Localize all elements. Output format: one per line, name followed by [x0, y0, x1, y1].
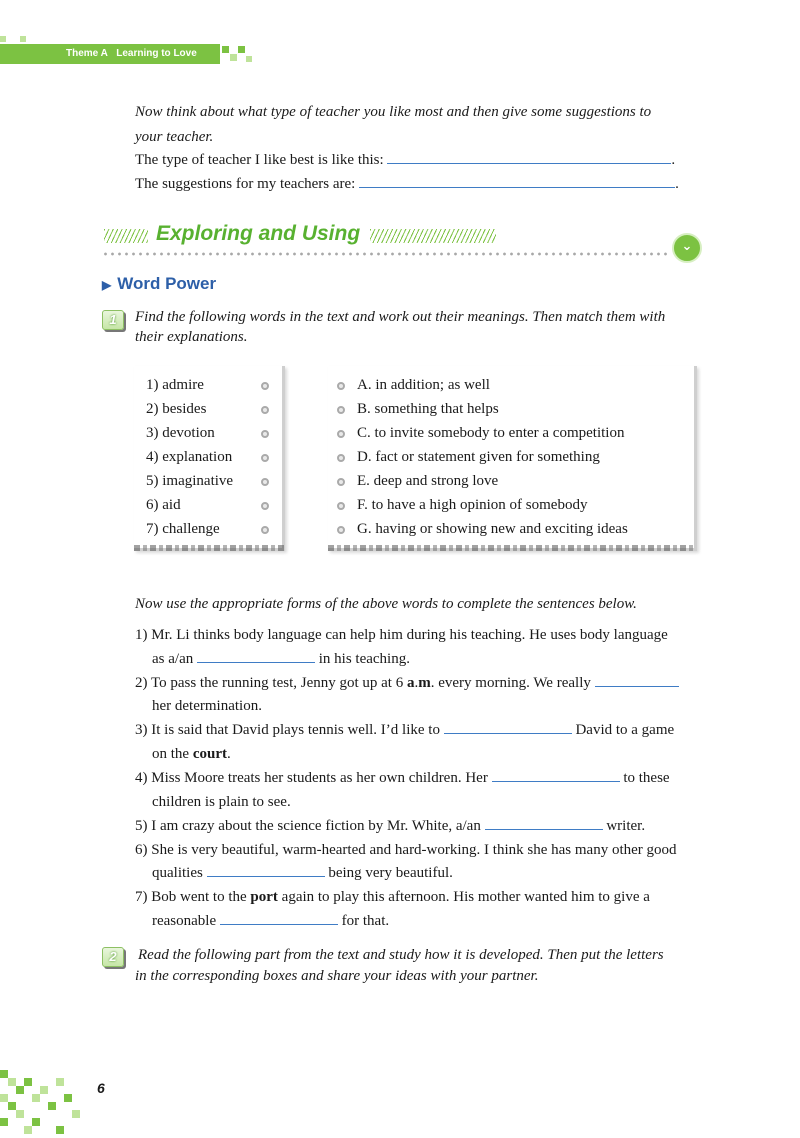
- bold-term: court: [192, 746, 227, 762]
- word-connector-dot[interactable]: [261, 478, 269, 486]
- sentence-2-line1: [135, 675, 679, 692]
- intro-instruction-line2: your teacher.: [135, 129, 214, 145]
- sentence-text: being very beautiful.: [328, 865, 453, 881]
- sentence-text: as a/an: [152, 651, 194, 667]
- words-card-torn-edge: [134, 545, 284, 551]
- meaning-connector-dot[interactable]: [337, 478, 345, 486]
- word-item: 4) explanation: [146, 449, 233, 465]
- word-item: 1) admire: [146, 377, 204, 393]
- meanings-card-torn-edge: [328, 545, 696, 551]
- sentence-text: qualities: [152, 865, 203, 881]
- sentence-text: 5) I am crazy about the science fiction by Mr. White, a/an: [135, 818, 481, 834]
- teacher-type-line: The type of teacher I like best is like this: .: [135, 152, 676, 168]
- sentence-text: David to a game: [575, 722, 675, 738]
- sentence-text: .: [414, 675, 419, 691]
- theme-title: Learning to Love: [116, 48, 197, 59]
- sentence-text: 3) It is said that David plays tennis well. I’d like to: [135, 722, 440, 738]
- word-item: 6) aid: [146, 497, 181, 513]
- sentence-6-line2: [152, 865, 453, 882]
- teacher-type-label: The type of teacher I like best is like this:: [135, 152, 384, 168]
- sentence-3-line1: [135, 722, 674, 739]
- word-item: 7) challenge: [146, 521, 220, 537]
- teacher-type-blank[interactable]: [387, 163, 671, 164]
- bold-term: a: [406, 675, 415, 691]
- sentence-4-line2: children is plain to see.: [152, 794, 291, 810]
- bold-term: port: [250, 889, 278, 905]
- word-connector-dot[interactable]: [261, 526, 269, 534]
- word-connector-dot[interactable]: [261, 406, 269, 414]
- heading-hatch-right: [370, 229, 496, 243]
- word-item: 2) besides: [146, 401, 207, 417]
- sentence-1-line1: 1) Mr. Li thinks body language can help him during his teaching. He uses body language: [135, 627, 668, 643]
- answer-blank[interactable]: [595, 686, 679, 687]
- exercise1-instruction-line2: their explanations.: [135, 329, 248, 345]
- word-connector-dot[interactable]: [261, 502, 269, 510]
- sentence-text: .: [226, 746, 231, 762]
- meaning-connector-dot[interactable]: [337, 454, 345, 462]
- sentence-text: in his teaching.: [318, 651, 410, 667]
- sentence-text: to these: [623, 770, 670, 786]
- suggestions-label: The suggestions for my teachers are:: [135, 176, 356, 192]
- fill-in-instruction: Now use the appropriate forms of the above words to complete the sentences below.: [135, 596, 637, 612]
- meaning-connector-dot[interactable]: [337, 502, 345, 510]
- sentence-5-line1: [135, 818, 645, 835]
- section-title: Exploring and Using: [156, 222, 361, 245]
- suggestions-blank[interactable]: [359, 187, 675, 188]
- sentence-text: again to play this afternoon. His mother wanted him to give a: [277, 889, 650, 905]
- sentence-text: 4) Miss Moore treats her students as her own children. Her: [135, 770, 488, 786]
- meaning-item: C. to invite somebody to enter a competition: [357, 425, 625, 441]
- suggestions-line: The suggestions for my teachers are: .: [135, 176, 679, 192]
- meaning-item: A. in addition; as well: [357, 377, 490, 393]
- word-item: 5) imaginative: [146, 473, 234, 489]
- answer-blank[interactable]: [444, 733, 572, 734]
- exercise-number-badge-1: 1: [102, 310, 124, 330]
- answer-blank[interactable]: [492, 781, 620, 782]
- word-connector-dot[interactable]: [261, 382, 269, 390]
- word-connector-dot[interactable]: [261, 454, 269, 462]
- sentence-text: for that.: [341, 913, 390, 929]
- word-power-heading: [102, 274, 216, 294]
- sentence-3-line2: [152, 746, 231, 763]
- meaning-connector-dot[interactable]: [337, 382, 345, 390]
- meaning-item: B. something that helps: [357, 401, 499, 417]
- sentence-6-line1: 6) She is very beautiful, warm-hearted and hard-working. I think she has many other good: [135, 842, 677, 858]
- meaning-item: D. fact or statement given for something: [357, 449, 600, 465]
- theme-header: [0, 44, 220, 64]
- exercise2-instruction-line2: in the corresponding boxes and share your ideas with your partner.: [135, 968, 539, 984]
- exercise-number-badge-2: 2: [102, 947, 124, 967]
- triangle-bullet-icon: ▶: [102, 278, 112, 292]
- sentence-text: writer.: [606, 818, 646, 834]
- sentence-1-line2: [152, 651, 410, 668]
- sentence-text: 2) To pass the running test, Jenny got up at 6: [135, 675, 407, 691]
- exercise2-instruction-line1: Read the following part from the text and study how it is developed. Then put the letters: [138, 947, 664, 963]
- meaning-connector-dot[interactable]: [337, 406, 345, 414]
- answer-blank[interactable]: [207, 876, 325, 877]
- meaning-item: E. deep and strong love: [357, 473, 499, 489]
- theme-label: Theme A: [66, 48, 108, 59]
- dotted-divider: [102, 252, 668, 256]
- word-connector-dot[interactable]: [261, 430, 269, 438]
- sentence-7-line2: [152, 913, 389, 930]
- heading-hatch-left: [104, 229, 148, 243]
- meaning-connector-dot[interactable]: [337, 430, 345, 438]
- sentence-text: . every morning. We really: [430, 675, 591, 691]
- meaning-item: F. to have a high opinion of somebody: [357, 497, 588, 513]
- meaning-connector-dot[interactable]: [337, 526, 345, 534]
- answer-blank[interactable]: [485, 829, 603, 830]
- exercise1-instruction-line1: Find the following words in the text and work out their meanings. Then match them with: [135, 309, 666, 325]
- sentence-4-line1: [135, 770, 670, 787]
- sentence-7-line1: [135, 889, 650, 906]
- sentence-text: on the: [152, 746, 193, 762]
- answer-blank[interactable]: [220, 924, 338, 925]
- intro-instruction-line1: Now think about what type of teacher you like most and then give some suggestions to: [135, 104, 652, 120]
- answer-blank[interactable]: [197, 662, 315, 663]
- sentence-text: 7) Bob went to the: [135, 889, 251, 905]
- word-item: 3) devotion: [146, 425, 215, 441]
- word-power-label: Word Power: [117, 274, 217, 293]
- bold-term: m: [418, 675, 431, 691]
- meaning-item: G. having or showing new and exciting ideas: [357, 521, 628, 537]
- sentence-2-line2: her determination.: [152, 698, 262, 714]
- page-number: 6: [97, 1080, 105, 1096]
- sentence-text: reasonable: [152, 913, 217, 929]
- chevron-down-icon[interactable]: ⌄: [672, 233, 702, 263]
